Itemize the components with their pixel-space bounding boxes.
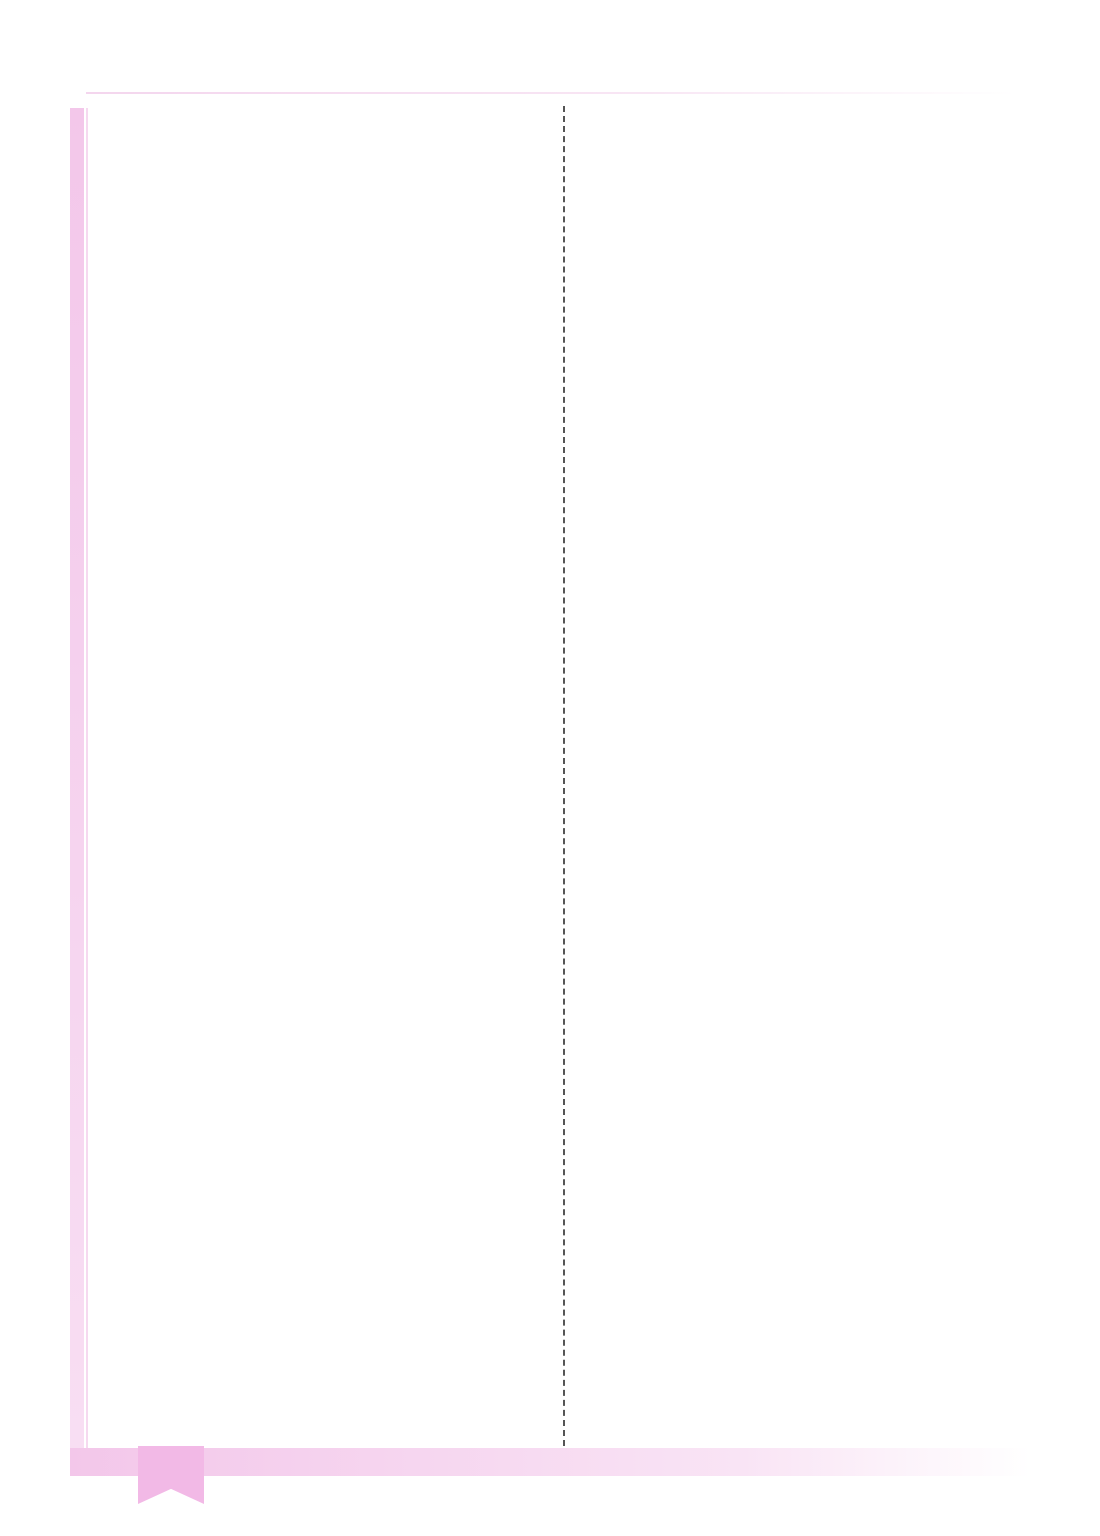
watermark-logo: [920, 1450, 1090, 1530]
left-margin-line: [86, 108, 88, 1448]
header-rule: [86, 92, 1016, 94]
footer-band: [70, 1448, 1030, 1476]
page-number-tab: [138, 1446, 204, 1504]
column-divider: [563, 106, 565, 1446]
left-margin-stripe: [70, 108, 84, 1448]
